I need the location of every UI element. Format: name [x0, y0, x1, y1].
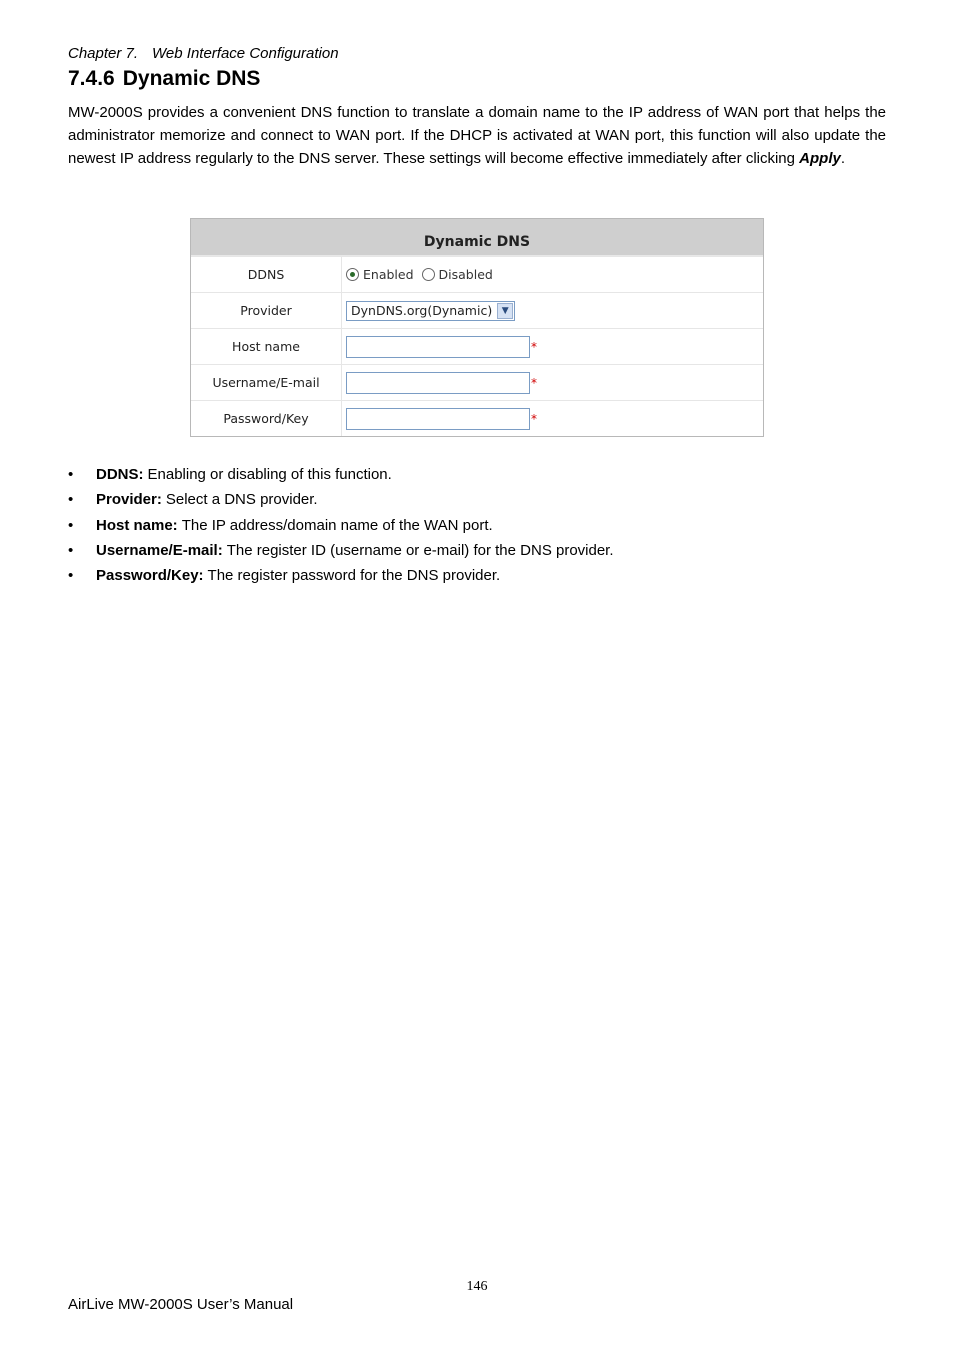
- intro-text: MW-2000S provides a convenient DNS function to translate a domain name to the IP address of WAN port that helps the administrator memorize and connect to WAN port. If the DHCP is activated at WAN port, this function will also update the newest IP address regularly to the DNS server. These settings will become effective immediately after clicking: [68, 104, 886, 167]
- radio-unchecked-icon: [422, 268, 435, 281]
- username-input[interactable]: [346, 372, 530, 394]
- page-number: 146: [466, 1279, 488, 1294]
- hostname-control: [342, 329, 763, 364]
- term: Username/E-mail:: [96, 542, 223, 560]
- list-item: [68, 462, 614, 487]
- ddns-enabled-label: Enabled: [363, 267, 414, 282]
- username-control: [342, 365, 763, 400]
- provider-value: DynDNS.org(Dynamic): [351, 303, 493, 318]
- ddns-enabled-radio[interactable]: [346, 267, 414, 282]
- section-title: [68, 67, 260, 91]
- term: Password/Key:: [96, 567, 204, 585]
- password-row: [191, 400, 763, 436]
- description: Enabling or disabling of this function.: [147, 466, 392, 484]
- term: DDNS:: [96, 466, 144, 484]
- provider-select[interactable]: [346, 301, 515, 321]
- hostname-label: Host name: [191, 329, 342, 364]
- list-item: [68, 487, 614, 512]
- panel-title: Dynamic DNS: [191, 219, 763, 256]
- bullet-icon: •: [68, 516, 74, 534]
- password-label: Password/Key: [191, 401, 342, 436]
- ddns-disabled-label: Disabled: [438, 267, 493, 282]
- section-name: Dynamic DNS: [122, 67, 261, 90]
- bullet-icon: •: [68, 542, 74, 560]
- description: The register ID (username or e-mail) for the DNS provider.: [226, 542, 614, 560]
- username-label: Username/E-mail: [191, 365, 342, 400]
- required-marker: *: [531, 411, 537, 426]
- hostname-row: [191, 328, 763, 364]
- chapter-title: Web Interface Configuration: [152, 45, 339, 62]
- password-control: [342, 401, 763, 436]
- chapter-number: Chapter 7.: [68, 45, 139, 62]
- ddns-disabled-radio[interactable]: [422, 267, 493, 282]
- field-description-list: [68, 462, 614, 588]
- bullet-icon: •: [68, 466, 74, 484]
- hostname-input[interactable]: [346, 336, 530, 358]
- ddns-row: [191, 256, 763, 292]
- footer-manual-title: AirLive MW-2000S User’s Manual: [68, 1296, 294, 1313]
- ddns-control: [342, 257, 763, 292]
- intro-end: .: [840, 150, 846, 167]
- description: The register password for the DNS provider.: [207, 567, 501, 585]
- list-item: [68, 563, 614, 588]
- dynamic-dns-panel: [190, 218, 764, 437]
- provider-control: [342, 293, 763, 328]
- provider-row: [191, 292, 763, 328]
- term: Provider:: [96, 491, 162, 509]
- section-number: 7.4.6: [68, 67, 115, 90]
- description: The IP address/domain name of the WAN port.: [181, 516, 493, 534]
- required-marker: *: [531, 339, 537, 354]
- apply-term: Apply: [799, 150, 841, 167]
- term: Host name:: [96, 516, 178, 534]
- description: Select a DNS provider.: [165, 491, 318, 509]
- chapter-header: [68, 45, 339, 62]
- bullet-icon: •: [68, 491, 74, 509]
- radio-checked-icon: [346, 268, 359, 281]
- required-marker: *: [531, 375, 537, 390]
- list-item: [68, 538, 614, 563]
- username-row: [191, 364, 763, 400]
- provider-label: Provider: [191, 293, 342, 328]
- list-item: [68, 513, 614, 538]
- intro-paragraph: [68, 101, 886, 170]
- chevron-down-icon[interactable]: ▼: [497, 303, 513, 319]
- password-input[interactable]: [346, 408, 530, 430]
- ddns-label: DDNS: [191, 257, 342, 292]
- bullet-icon: •: [68, 567, 74, 585]
